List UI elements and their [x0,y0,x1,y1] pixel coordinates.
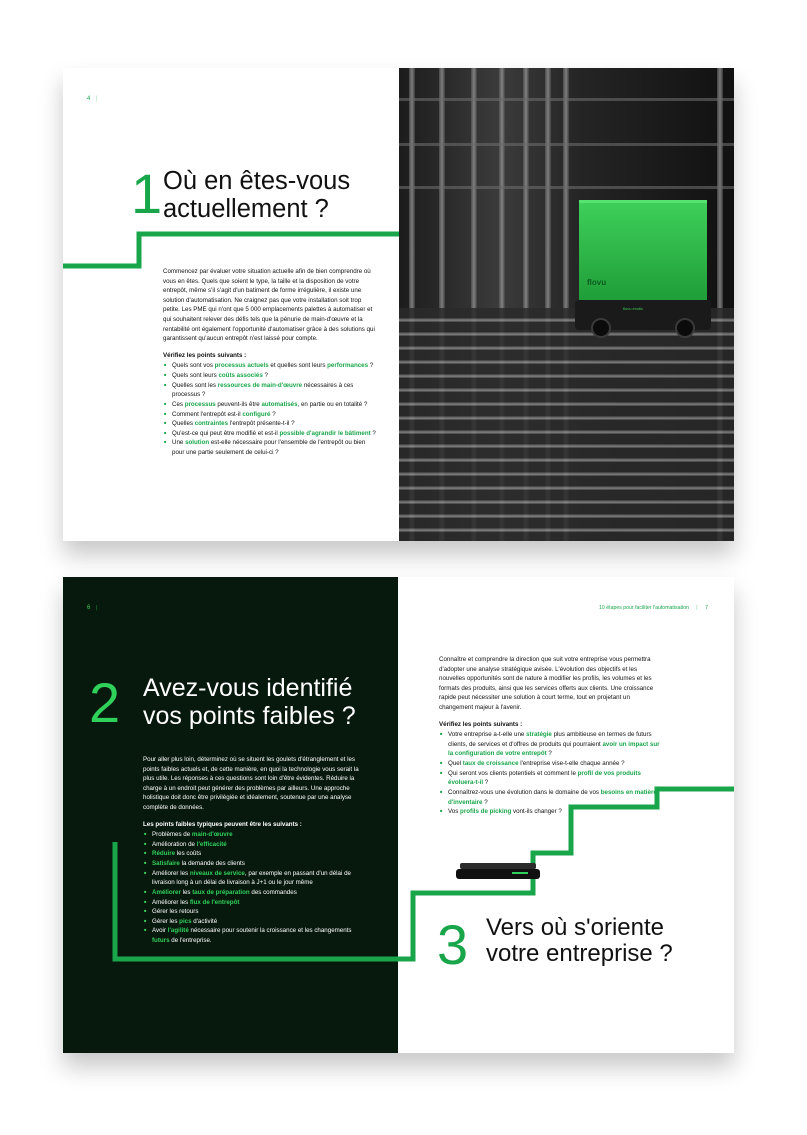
list-item: ■ Améliorer les flux de l'entrepôt [152,898,363,908]
list-item: ■ Vos profils de picking vont-ils changer ? [448,807,661,817]
list-item: ■ Qui seront vos clients potentiels et comment le profil de vos produits évoluera-t-il ? [448,769,661,788]
list-item: ■ Amélioration de l'efficacité [152,840,363,850]
step-2-number: 2 [89,671,121,734]
weak-points-list [143,830,363,945]
checklist [163,361,377,457]
list-item: ■ Comment l'entrepôt est-il configuré ? [172,410,377,420]
running-header: 10 étapes pour faciliter l'automatisation | 7 [599,605,708,611]
dark-page [63,577,398,1053]
robot-device-image [456,863,540,881]
step-3-title: Vers où s'oriente votre entreprise ? [486,914,673,968]
list-item: ■ Quels sont leurs coûts associés ? [172,371,377,381]
step-3-intro: Connaître et comprendre la direction que suit votre entreprise vous permettra d'adopter une analyse stratégique avisée. L'évolution des objectifs et les nouvelles opportunités sont de nature à modifier les profils, les volumes et les formats des produits, ainsi que les services offerts aux clients. Une croissance rapide peut nécessiter une solution à court terme, tout en projetant un changement majeur à l'avenir. [439,656,654,712]
warehouse-robot-photo [399,68,734,541]
list-item: ■ Qu'est-ce qui peut être modifié et est-il possible d'agrandir le bâtiment ? [172,429,377,439]
list-item: ■ Satisfaire la demande des clients [152,859,363,869]
list-item: ■ Quelles sont les ressources de main-d'œuvre nécessaires à ces processus ? [172,381,377,400]
step-2-list-title: Les points faibles typiques peuvent être les suivants : [143,820,302,828]
list-item: ■ Une solution est-elle nécessaire pour l'ensemble de l'entrepôt ou bien pour une partie seulement de celui-ci ? [172,438,377,457]
page-number-right: 7 [705,605,708,611]
step-number: 1 [131,162,163,225]
intro-paragraph: Commencez par évaluer votre situation actuelle afin de bien comprendre où vous en êtes. Quels que soient le type, la taille et la disposition de votre entrepôt, même s'il s'agit d'un batiment de forme irrégulière, il existe une solution d'automatisation. Ne craignez pas que votre installation soit trop petite. Les PME qui n'ont que 5 000 emplacements palettes à automatiser et qui souhaitent relever des défis tels que la pénurie de main-d'œuvre et la rentabilité ont également l'opportunité d'automatiser grâce à des solutions qui garantissent qu'aucun entrepôt n'est laissé pour compte. [163,268,375,343]
list-item: ■ Améliorer les taux de préparation des commandes [152,888,363,898]
spread-page-6-7 [63,577,734,1053]
page-number-left: 6 | [87,605,98,611]
list-item: ■ Quel taux de croissance l'entreprise vise-t-elle chaque année ? [448,759,661,769]
list-item: ■ Quelles contraintes l'entrepôt présente-t-il ? [172,419,377,429]
body-text [163,267,377,458]
list-item: ■ Problèmes de main-d'œuvre [152,830,363,840]
list-item: ■ Gérer les pics d'activité [152,917,363,927]
spread-page-4-5 [63,68,734,541]
step-3-list-title: Vérifiez les points suivants : [439,720,523,728]
list-item: ■ Gérer les retours [152,907,363,917]
step-2-intro: Pour aller plus loin, déterminez où se situent les goulets d'étranglement et les points faibles actuels et, de cette manière, en quoi la technologie vous serait la plus utile. Les réponses à ces questions sont loin d'être évidentes. Réduire la charge à un endroit peut générer des problèmes par ailleurs. Une approche holistique doit donc être privilégiée et idéalement, soutenue par une analyse complète de données. [143,756,359,812]
list-item: ■ Avoir l'agilité nécessaire pour soutenir la croissance et les changements futurs de l'entreprise. [152,926,363,945]
list-item: ■ Améliorer les niveaux de service, par exemple en passant d'un délai de livraison long à un délai de livraison à J+1 ou le jour même [152,869,363,888]
list-item: ■ Votre entreprise a-t-elle une stratégie plus ambitieuse en termes de futurs clients, de services et d'offres de produits qui pourraient avoir un impact sur la configuration de votre entrepôt ? [448,730,661,759]
step-3-number: 3 [437,913,469,976]
page-number: 4 | [87,96,98,102]
page-title: Où en êtes-vous actuellement ? [163,167,351,224]
list-item: ■ Ces processus peuvent-ils être automatisés, en partie ou en totalité ? [172,400,377,410]
list-item: ■ Connaîtrez-vous une évolution dans le domaine de vos besoins en matière d'inventaire ? [448,788,661,807]
step-3-body [439,655,661,817]
list-item: ■ Quels sont vos processus actuels et quelles sont leurs performances ? [172,361,377,371]
step-3-checklist [439,730,661,816]
checklist-title: Vérifiez les points suivants : [163,351,247,359]
step-2-body [143,755,363,946]
step-2-title: Avez-vous identifié vos points faibles ? [143,674,356,730]
robot-bin: flovu flovu exotic [575,200,711,310]
list-item: ■ Réduire les coûts [152,849,363,859]
